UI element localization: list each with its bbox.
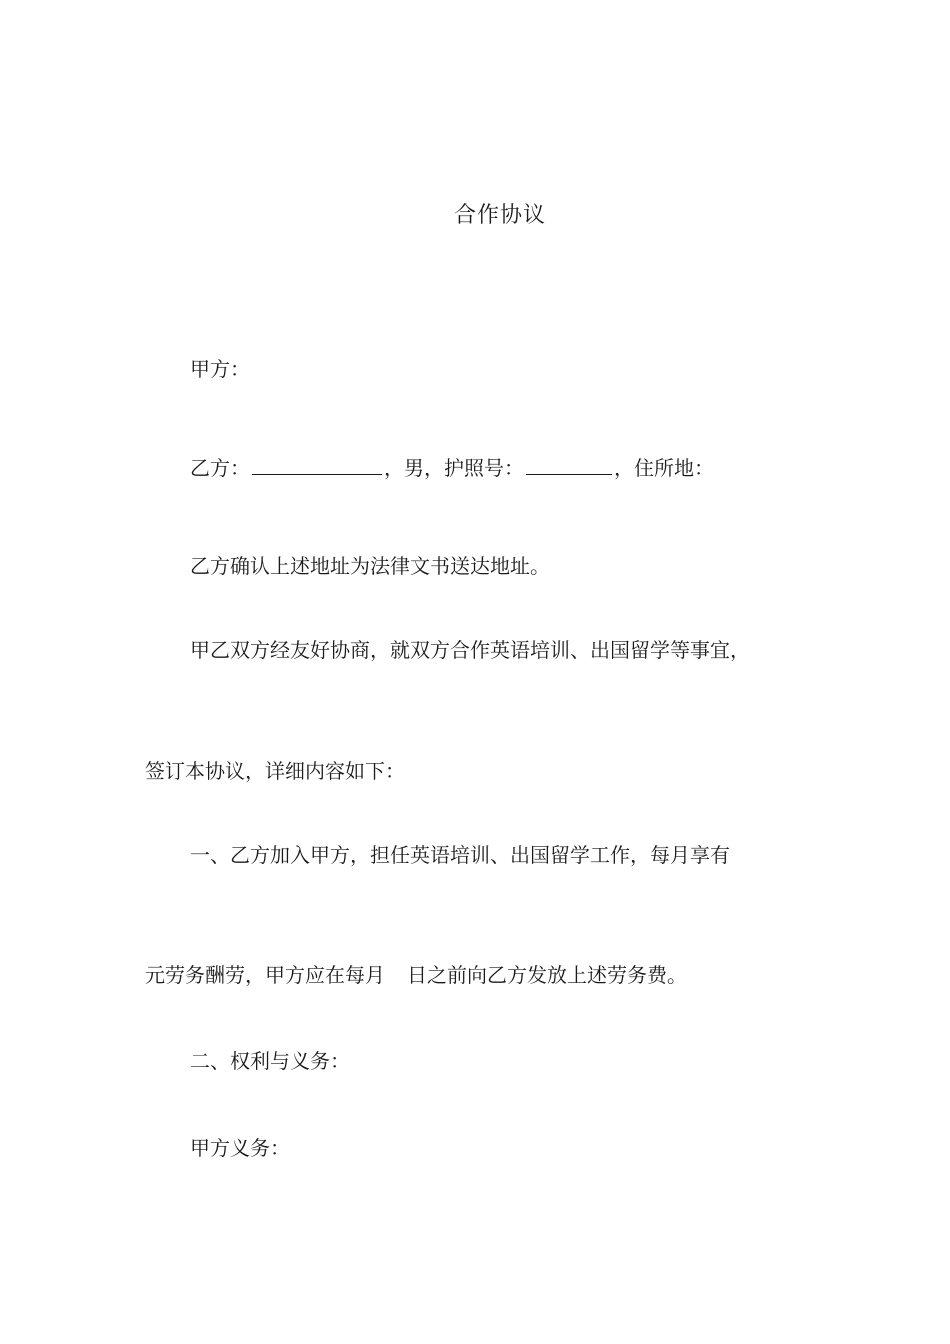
passport-number-blank[interactable] (526, 452, 612, 475)
intro-paragraph-line-1: 甲乙双方经友好协商，就双方合作英语培训、出国留学等事宜， (190, 638, 750, 662)
party-b-gender-text: ，男，护照号： (384, 456, 524, 480)
clause-1-line-2 (145, 960, 687, 990)
clause-1-line-1: 一、乙方加入甲方，担任英语培训、出国留学工作，每月享有 (190, 843, 730, 867)
clause-2-heading: 二、权利与义务： (190, 1049, 350, 1073)
party-b-line (190, 452, 714, 483)
party-b-label: 乙方： (190, 456, 250, 480)
address-confirmation: 乙方确认上述地址为法律文书送达地址。 (190, 554, 550, 578)
party-a-label: 甲方： (190, 357, 250, 381)
party-a-duties-heading: 甲方义务： (190, 1136, 290, 1160)
document-title: 合作协议 (453, 203, 546, 228)
party-b-address-label: ，住所地： (614, 456, 714, 480)
intro-paragraph-line-2: 签订本协议，详细内容如下： (145, 759, 405, 783)
clause-1-payment-text: 元劳务酬劳，甲方应在每月 (145, 963, 385, 987)
clause-1-deadline-text: 日之前向乙方发放上述劳务费。 (407, 963, 687, 987)
party-b-name-blank[interactable] (252, 452, 382, 475)
party-a-line (190, 354, 250, 384)
